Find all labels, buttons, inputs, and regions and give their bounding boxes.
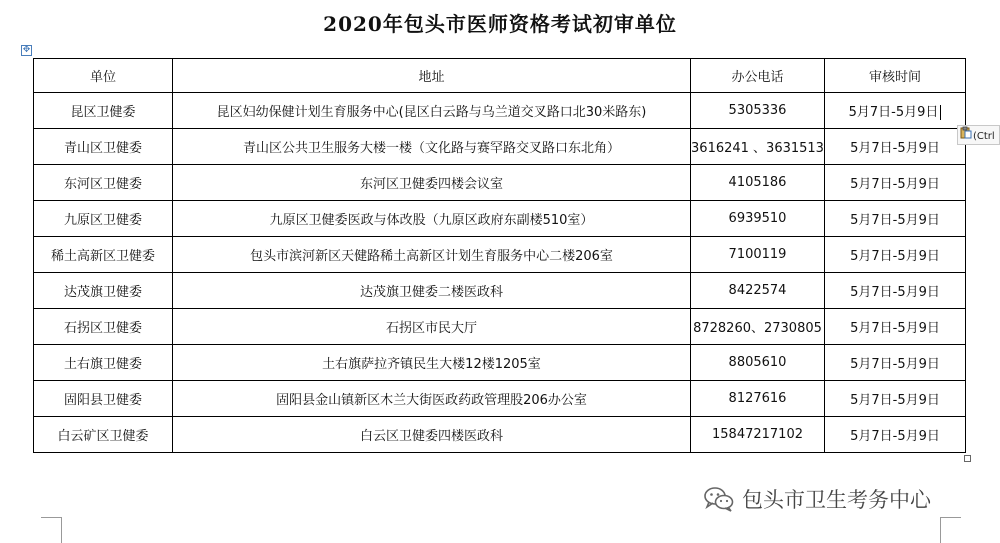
watermark-text: 包头市卫生考务中心 <box>742 488 931 512</box>
cell-unit[interactable]: 东河区卫健委 <box>34 165 173 201</box>
cell-phone[interactable]: 8127616 <box>691 381 825 417</box>
watermark <box>704 482 931 516</box>
cell-address[interactable]: 白云区卫健委四楼医政科 <box>173 417 691 453</box>
cell-review-time[interactable]: 5月7日-5月9日 <box>825 417 966 453</box>
table-header-row <box>34 59 966 93</box>
table-row <box>34 417 966 453</box>
table-move-handle-icon[interactable]: ✥ <box>22 45 31 55</box>
text-cursor <box>940 105 941 120</box>
cell-unit[interactable]: 九原区卫健委 <box>34 201 173 237</box>
cell-phone[interactable]: 8805610 <box>691 345 825 381</box>
cell-review-time[interactable]: 5月7日-5月9日 <box>825 309 966 345</box>
cell-review-time[interactable]: 5月7日-5月9日 <box>825 273 966 309</box>
header-review-time: 审核时间 <box>825 59 966 93</box>
table-row <box>34 93 966 129</box>
cell-review-time[interactable]: 5月7日-5月9日 <box>825 129 966 165</box>
cell-address[interactable]: 包头市滨河新区天健路稀土高新区计划生育服务中心二楼206室 <box>173 237 691 273</box>
cell-review-time[interactable]: 5月7日-5月9日 <box>825 201 966 237</box>
cell-review-time[interactable]: 5月7日-5月9日 <box>825 165 966 201</box>
cell-phone[interactable]: 7100119 <box>691 237 825 273</box>
cell-phone[interactable]: 5305336 <box>691 93 825 129</box>
cell-address[interactable]: 固阳县金山镇新区木兰大街医政药政管理股206办公室 <box>173 381 691 417</box>
cell-unit[interactable]: 土右旗卫健委 <box>34 345 173 381</box>
cell-address[interactable]: 石拐区市民大厅 <box>173 309 691 345</box>
cell-review-time-text: 5月7日-5月9日 <box>848 105 939 120</box>
table-row <box>34 345 966 381</box>
cell-unit[interactable]: 稀土高新区卫健委 <box>34 237 173 273</box>
wechat-icon <box>704 486 734 512</box>
cell-review-time[interactable] <box>825 93 966 129</box>
cell-unit[interactable]: 昆区卫健委 <box>34 93 173 129</box>
cell-review-time[interactable]: 5月7日-5月9日 <box>825 237 966 273</box>
cell-unit[interactable]: 青山区卫健委 <box>34 129 173 165</box>
cell-unit[interactable]: 石拐区卫健委 <box>34 309 173 345</box>
table-row <box>34 201 966 237</box>
table-row <box>34 129 966 165</box>
document-title: 2020年包头市医师资格考试初审单位 <box>323 12 677 36</box>
cell-phone[interactable]: 15847217102 <box>691 417 825 453</box>
cell-unit[interactable]: 白云矿区卫健委 <box>34 417 173 453</box>
review-units-table <box>33 58 966 453</box>
cell-address[interactable]: 昆区妇幼保健计划生育服务中心(昆区白云路与乌兰道交叉路口北30米路东) <box>173 93 691 129</box>
table-row <box>34 273 966 309</box>
page-corner-mark-left <box>41 517 62 543</box>
table-resize-handle[interactable] <box>964 455 971 462</box>
cell-unit[interactable]: 达茂旗卫健委 <box>34 273 173 309</box>
table-row <box>34 237 966 273</box>
cell-review-time[interactable]: 5月7日-5月9日 <box>825 381 966 417</box>
paste-options-label: (Ctrl <box>973 131 995 142</box>
header-unit: 单位 <box>34 59 173 93</box>
cell-unit[interactable]: 固阳县卫健委 <box>34 381 173 417</box>
header-phone: 办公电话 <box>691 59 825 93</box>
page-corner-mark-right <box>940 517 961 543</box>
cell-phone[interactable]: 3616241 、3631513 <box>691 129 825 165</box>
paste-options-button[interactable] <box>957 125 1000 145</box>
cell-phone[interactable]: 4105186 <box>691 165 825 201</box>
cell-phone[interactable]: 8422574 <box>691 273 825 309</box>
table-row <box>34 165 966 201</box>
cell-address[interactable]: 达茂旗卫健委二楼医政科 <box>173 273 691 309</box>
table-row <box>34 309 966 345</box>
cell-review-time[interactable]: 5月7日-5月9日 <box>825 345 966 381</box>
cell-phone[interactable]: 6939510 <box>691 201 825 237</box>
cell-address[interactable]: 东河区卫健委四楼会议室 <box>173 165 691 201</box>
header-address: 地址 <box>173 59 691 93</box>
table-row <box>34 381 966 417</box>
cell-address[interactable]: 九原区卫健委医政与体改股（九原区政府东副楼510室） <box>173 201 691 237</box>
clipboard-icon <box>960 126 972 146</box>
cell-phone[interactable]: 8728260、2730805 <box>691 309 825 345</box>
cell-address[interactable]: 青山区公共卫生服务大楼一楼（文化路与赛罕路交叉路口东北角） <box>173 129 691 165</box>
cell-address[interactable]: 土右旗萨拉齐镇民生大楼12楼1205室 <box>173 345 691 381</box>
